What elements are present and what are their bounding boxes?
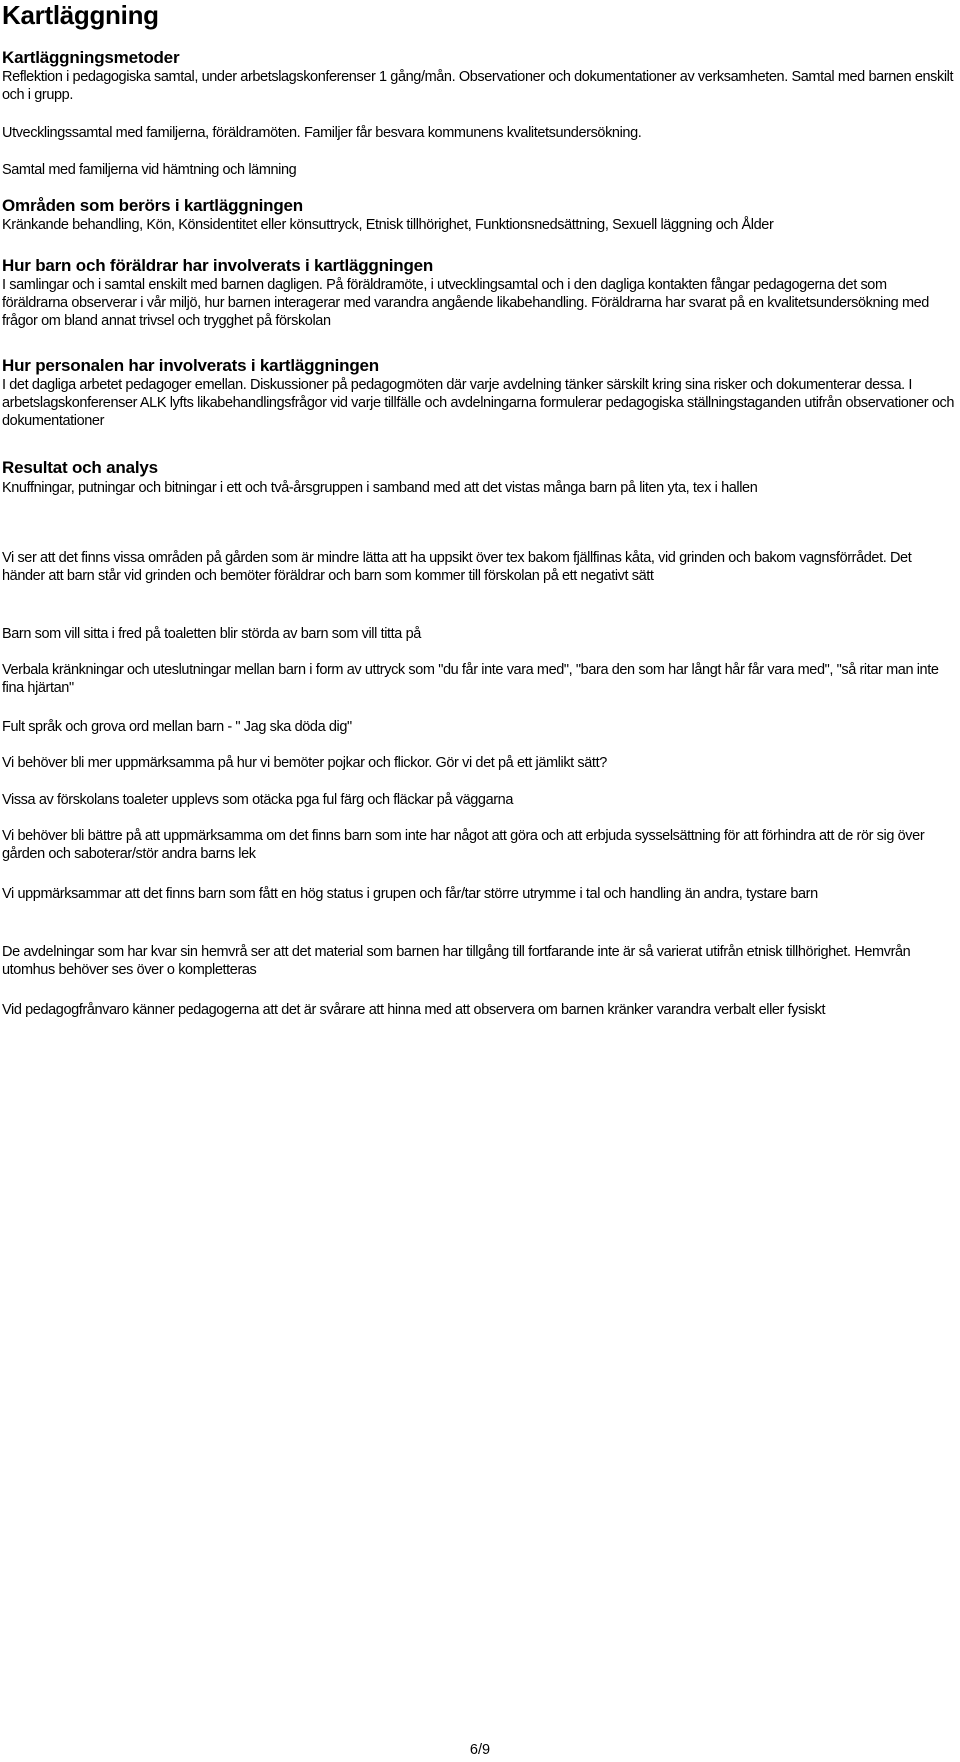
methods-paragraph: Utvecklingssamtal med familjerna, föräldramöten. Familjer får besvara kommunens kvalitetsundersökning. <box>2 125 642 141</box>
areas-paragraph: Kränkande behandling, Kön, Könsidentitet eller könsuttryck, Etnisk tillhörighet, Funktionsnedsättning, Sexuell läggning och Ålder <box>2 217 774 233</box>
results-paragraph: Vissa av förskolans toaleter upplevs som otäcka pga ful färg och fläckar på väggarna <box>2 792 513 808</box>
results-heading: Resultat och analys <box>2 458 158 477</box>
involvement-children-heading: Hur barn och föräldrar har involverats i kartläggningen <box>2 256 434 275</box>
results-paragraph: Vi ser att det finns vissa områden på gården som är mindre lätta att ha uppsikt över tex bakom fjällfinas kåta, vid grinden och bakom vagnsförrådet. Det händer att barn står vid grinden och bemöter föräldrar och barn som kommer till förskolan på ett negativt sätt <box>2 550 912 584</box>
methods-paragraph: Reflektion i pedagogiska samtal, under arbetslagskonferenser 1 gång/mån. Observationer och dokumentationer av verksamheten. Samtal med barnen enskilt och i grupp. <box>2 69 954 103</box>
methods-heading: Kartläggningsmetoder <box>2 48 180 67</box>
areas-heading: Områden som berörs i kartläggningen <box>2 196 303 215</box>
results-paragraph: Knuffningar, putningar och bitningar i ett och två-årsgruppen i samband med att det vistas många barn på liten yta, tex i hallen <box>2 480 758 496</box>
results-paragraph: Vid pedagogfrånvaro känner pedagogerna att det är svårare att hinna med att observera om barnen kränker varandra verbalt eller fysiskt <box>2 1002 826 1018</box>
results-paragraph: Vi behöver bli bättre på att uppmärksamma om det finns barn som inte har något att göra och att erbjuda sysselsättning för att förhindra att de rör sig över gården och saboterar/stör andra barns lek <box>2 828 925 862</box>
results-paragraph: Barn som vill sitta i fred på toaletten blir störda av barn som vill titta på <box>2 626 421 642</box>
results-paragraph: Vi behöver bli mer uppmärksamma på hur vi bemöter pojkar och flickor. Gör vi det på ett jämlikt sätt? <box>2 755 607 771</box>
involvement-staff-heading: Hur personalen har involverats i kartläggningen <box>2 356 379 375</box>
results-paragraph: De avdelningar som har kvar sin hemvrå ser att det material som barnen har tillgång till fortfarande inte är så varierat utifrån etnisk tillhörighet. Hemvrån utomhus behöver ses över o kompletteras <box>2 944 911 978</box>
methods-paragraph: Samtal med familjerna vid hämtning och lämning <box>2 162 297 178</box>
results-paragraph: Vi uppmärksammar att det finns barn som fått en hög status i grupen och får/tar större utrymme i tal och handling än andra, tystare barn <box>2 886 818 902</box>
results-paragraph: Fult språk och grova ord mellan barn - " Jag ska döda dig" <box>2 719 352 735</box>
involvement-staff-paragraph: I det dagliga arbetet pedagoger emellan. Diskussioner på pedagogmöten där varje avdelning tänker särskilt kring sina risker och dokumenterar dessa. I arbetslagskonferenser ALK lyfts likabehandlingsfrågor vid varje tillfälle och avdelningarna formulerar pedagogiska ställningstaganden utifrån observationer och dokumentationer <box>2 377 955 429</box>
involvement-children-paragraph: I samlingar och i samtal enskilt med barnen dagligen. På föräldramöte, i utvecklingsamtal och i den dagliga kontakten fångar pedagogerna det som föräldrarna observerar i vår miljö, hur barnen interagerar med varandra angående likabehandling. Föräldrarna har svarat på en kvalitetsundersökning med frågor om bland annat trivsel och trygghet på förskolan <box>2 277 929 329</box>
page-number: 6/9 <box>469 1742 491 1758</box>
page-title: Kartläggning <box>2 0 159 30</box>
results-paragraph: Verbala kränkningar och uteslutningar mellan barn i form av uttryck som "du får inte vara med", "bara den som har långt hår får vara med", "så ritar man inte fina hjärtan" <box>2 662 939 696</box>
